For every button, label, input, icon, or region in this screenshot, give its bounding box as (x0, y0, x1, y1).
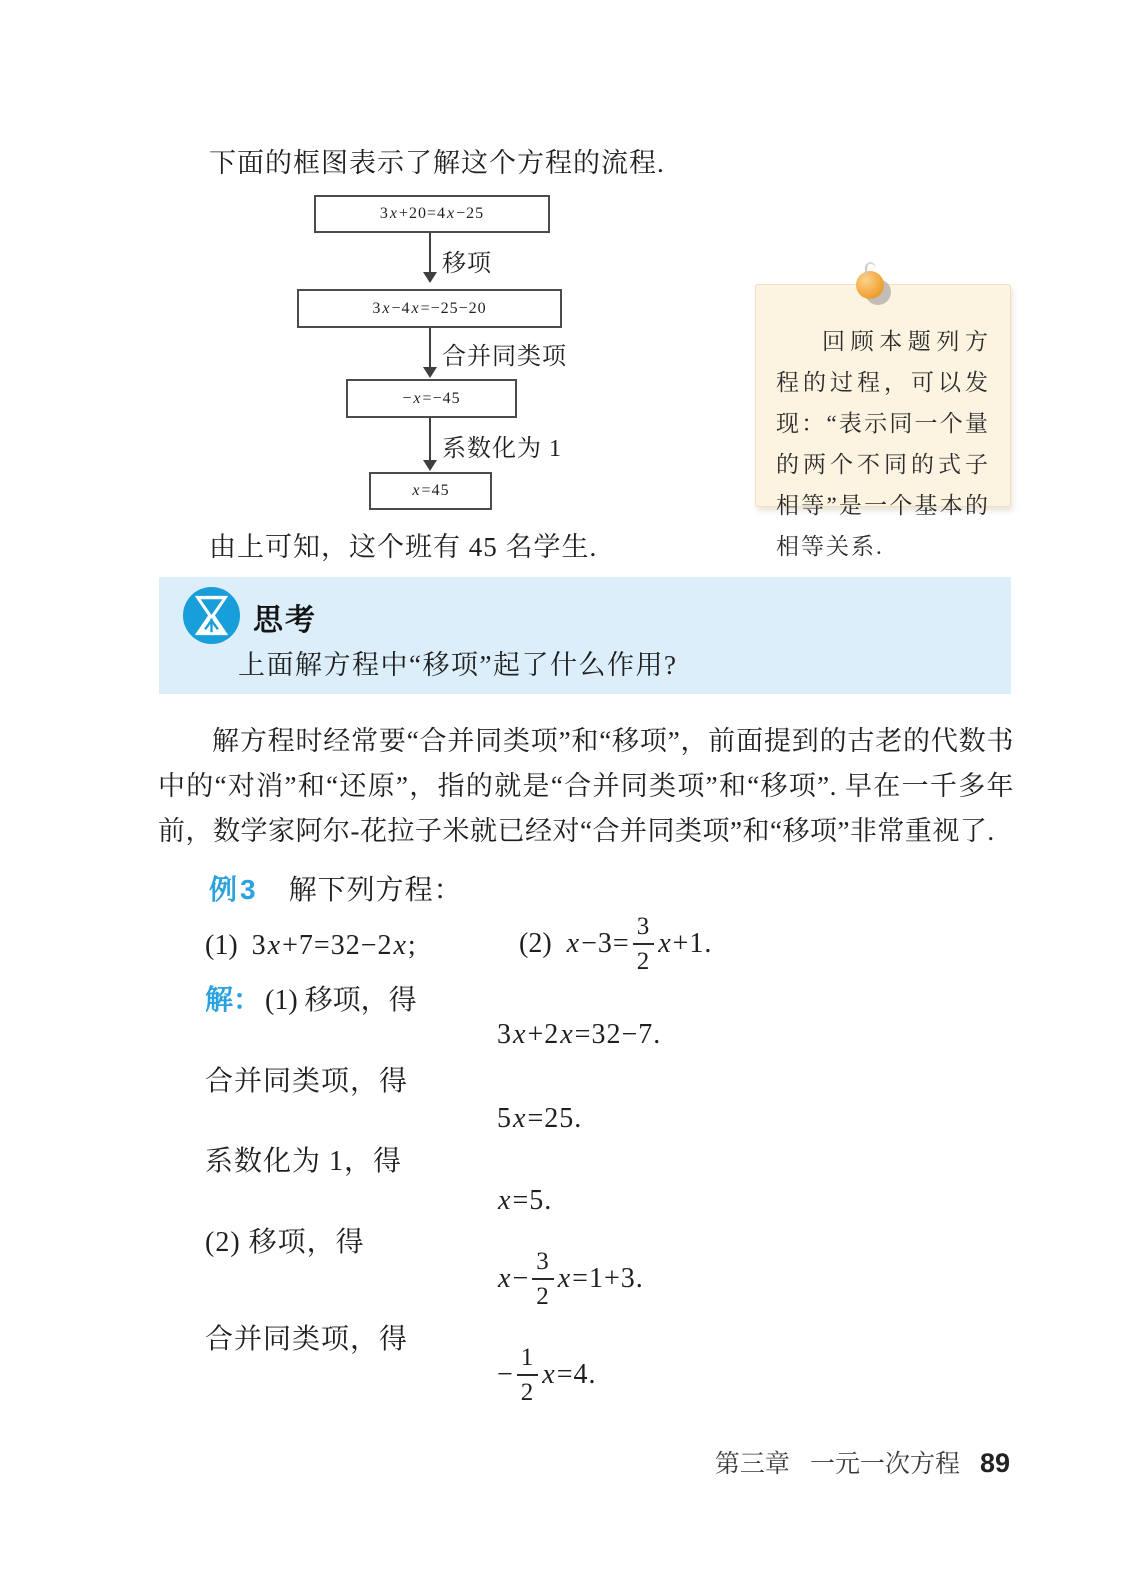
conclusion-text: 由上可知，这个班有 45 名学生. (209, 532, 598, 562)
solution-step-2-equation: 5 x = 2 5 . (497, 1103, 583, 1134)
flowchart-arrow-icon (429, 418, 431, 461)
example-prompt: 解下列方程： (288, 875, 463, 906)
equation-2-math: x − 3 = $\frac{3}{2}$ x + 1 . (566, 913, 713, 975)
margin-sticky-note (755, 284, 1011, 559)
flowchart-box-equation-1: 3 x + 2 0 = 4 x − 2 5 (314, 195, 550, 233)
equation-1-math: 3 x + 7 = 3 2 − 2 x ; (251, 930, 417, 961)
flowchart-arrow-label-combine-terms: 合并同类项 (442, 344, 567, 370)
solution-step-3-equation: x = 5 . (498, 1185, 553, 1216)
flowchart-box-equation-3: − x = − 4 5 (346, 379, 517, 418)
example-heading (209, 868, 463, 908)
equation-1-number: (1) (205, 930, 238, 961)
solution-step-1-text: (1) 移项，得 (265, 985, 417, 1016)
equation-2-number: (2) (519, 928, 552, 959)
solution-step-5-equation: − $\frac{1}{2}$ x = 4 . (497, 1344, 597, 1406)
page-footer (715, 1444, 1010, 1480)
sticky-note-text: 回顾本题列方程的过程，可以发现：“表示同一个量的两个不同的式子相等”是一个基本的相等关系. (776, 329, 990, 559)
flowchart-box-equation-4: x = 4 5 (369, 472, 492, 510)
intro-text: 下面的框图表示了解这个方程的流程. (209, 148, 665, 178)
example-equation-2 (519, 905, 712, 983)
flowchart-arrow-label-coefficient-to-1: 系数化为 1 (442, 436, 562, 462)
example-label: 例3 (209, 874, 259, 905)
footer-chapter: 第三章 (714, 1450, 790, 1478)
think-title: 思考 (253, 604, 317, 637)
solution-step-4-equation: x − $\frac{3}{2}$ x = 1 + 3 . (498, 1248, 644, 1310)
solution-step-5-text: 合并同类项，得 (205, 1324, 409, 1355)
solution-step-2-text: 合并同类项，得 (205, 1066, 409, 1097)
solution-line (205, 978, 417, 1018)
flowchart-box-equation-2: 3 x − 4 x = − 2 5 − 2 0 (297, 289, 562, 328)
footer-book-title: 一元一次方程 (809, 1450, 960, 1478)
solution-step-3-text: 系数化为 1，得 (205, 1146, 403, 1177)
example-equation-1 (205, 916, 417, 976)
hourglass-icon (182, 586, 241, 645)
think-callout-box (159, 577, 1011, 694)
think-question: 上面解方程中“移项”起了什么作用? (238, 650, 678, 680)
solution-step-4-text: (2) 移项，得 (205, 1227, 365, 1258)
flowchart-arrow-label-move-terms: 移项 (442, 251, 492, 277)
flowchart-arrow-icon (429, 233, 431, 273)
footer-page-number: 89 (979, 1448, 1010, 1478)
solution-label: 解： (205, 984, 262, 1015)
body-paragraph: 解方程时经常要“合并同类项”和“移项”，前面提到的古老的代数书中的“对消”和“还原”，指的就是“合并同类项”和“移项”. 早在一千多年前，数学家阿尔-花拉子米就已经对“合并同类项”和“移项”非常重视了. (158, 726, 1014, 846)
solution-step-1-equation: 3 x + 2 x = 3 2 − 7 . (497, 1019, 662, 1050)
flowchart-arrow-icon (429, 328, 431, 368)
pushpin-icon (856, 271, 884, 299)
